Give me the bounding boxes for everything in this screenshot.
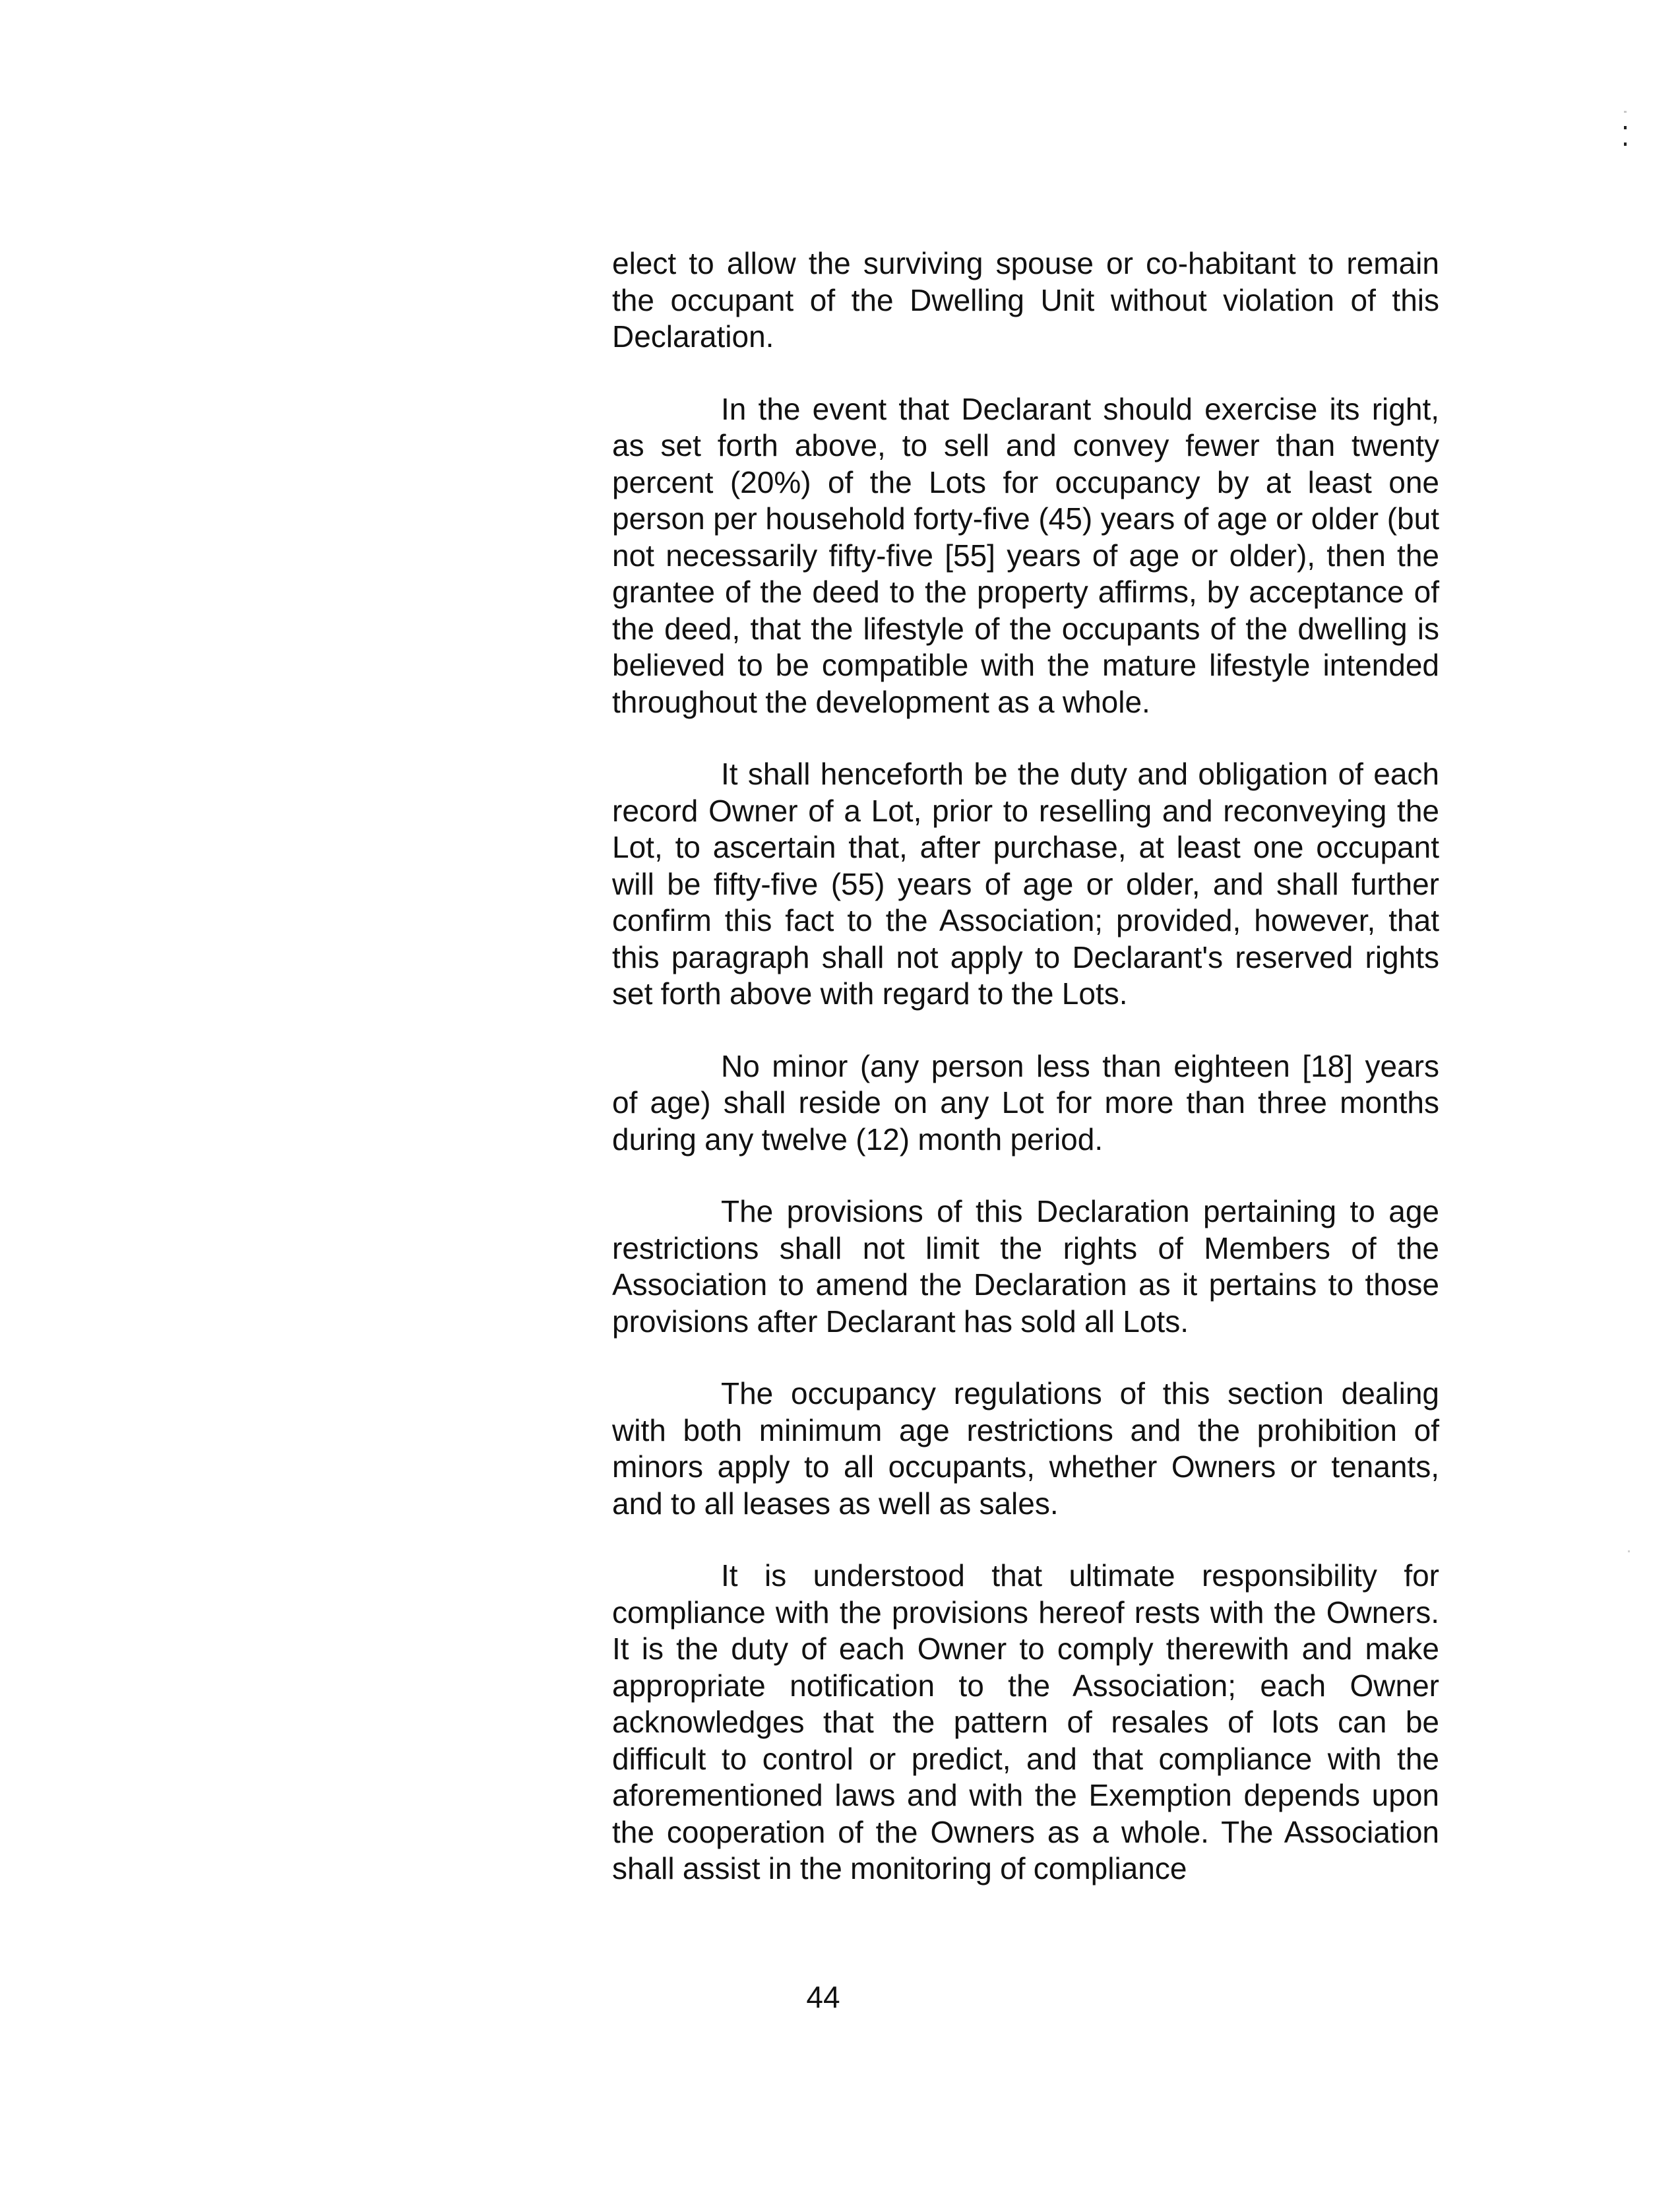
scan-artifact-marks — [1624, 111, 1627, 159]
paragraph-continuation: elect to allow the surviving spouse or co-habitant to remain the occupant of the Dwelling Unit without violation of this Declaration. — [612, 246, 1439, 354]
scan-dot — [1624, 143, 1627, 146]
paragraph-occupancy-regulations: The occupancy regulations of this section dealing with both minimum age restrictions and the prohibition of minors apply to all occupants, whether Owners or tenants, and to all leases as well as sales. — [612, 1376, 1439, 1521]
scan-dot — [1624, 126, 1627, 129]
paragraph-age-provisions: The provisions of this Declaration pertaining to age restrictions shall not limit the rights of Members of the Association to amend the Declaration as it pertains to those provisions after Declarant has sold all Lots. — [612, 1194, 1439, 1339]
body-text — [612, 245, 1439, 1887]
paragraph-minor-restriction: No minor (any person less than eighteen [18] years of age) shall reside on any Lot for more than three months during any twelve (12) month period. — [612, 1048, 1439, 1157]
scan-speck — [1628, 1550, 1630, 1552]
page-number: 44 — [806, 1980, 840, 2014]
paragraph-owner-duty: It shall henceforth be the duty and obligation of each record Owner of a Lot, prior to reselling and reconveying the Lot, to ascertain that, after purchase, at least one occupant will be fifty-five (55) years of age or older, and shall further confirm this fact to the Association; provided, however, that this paragraph shall not apply to Declarant's reserved rights set forth above with regard to the Lots. — [612, 757, 1439, 1011]
paragraph-declarant-exercise: In the event that Declarant should exercise its right, as set forth above, to sell and convey fewer than twenty percent (20%) of the Lots for occupancy by at least one person per household forty-five (45) years of age or older (but not necessarily fifty-five [55] years of age or older), then the grantee of the deed to the property affirms, by acceptance of the deed, that the lifestyle of the occupants of the dwelling is believed to be compatible with the mature lifestyle intended throughout the development as a whole. — [612, 391, 1439, 719]
scan-dot — [1624, 111, 1627, 113]
paragraph-compliance-responsibility: It is understood that ultimate responsibility for compliance with the provisions hereof rests with the Owners. It is the duty of each Owner to comply therewith and make appropriate notification to the Association; each Owner acknowledges that the pattern of resales of lots can be difficult to control or predict, and that compliance with the aforementioned laws and with the Exemption depends upon the cooperation of the Owners as a whole. The Association shall assist in the monitoring of compliance — [612, 1558, 1439, 1886]
